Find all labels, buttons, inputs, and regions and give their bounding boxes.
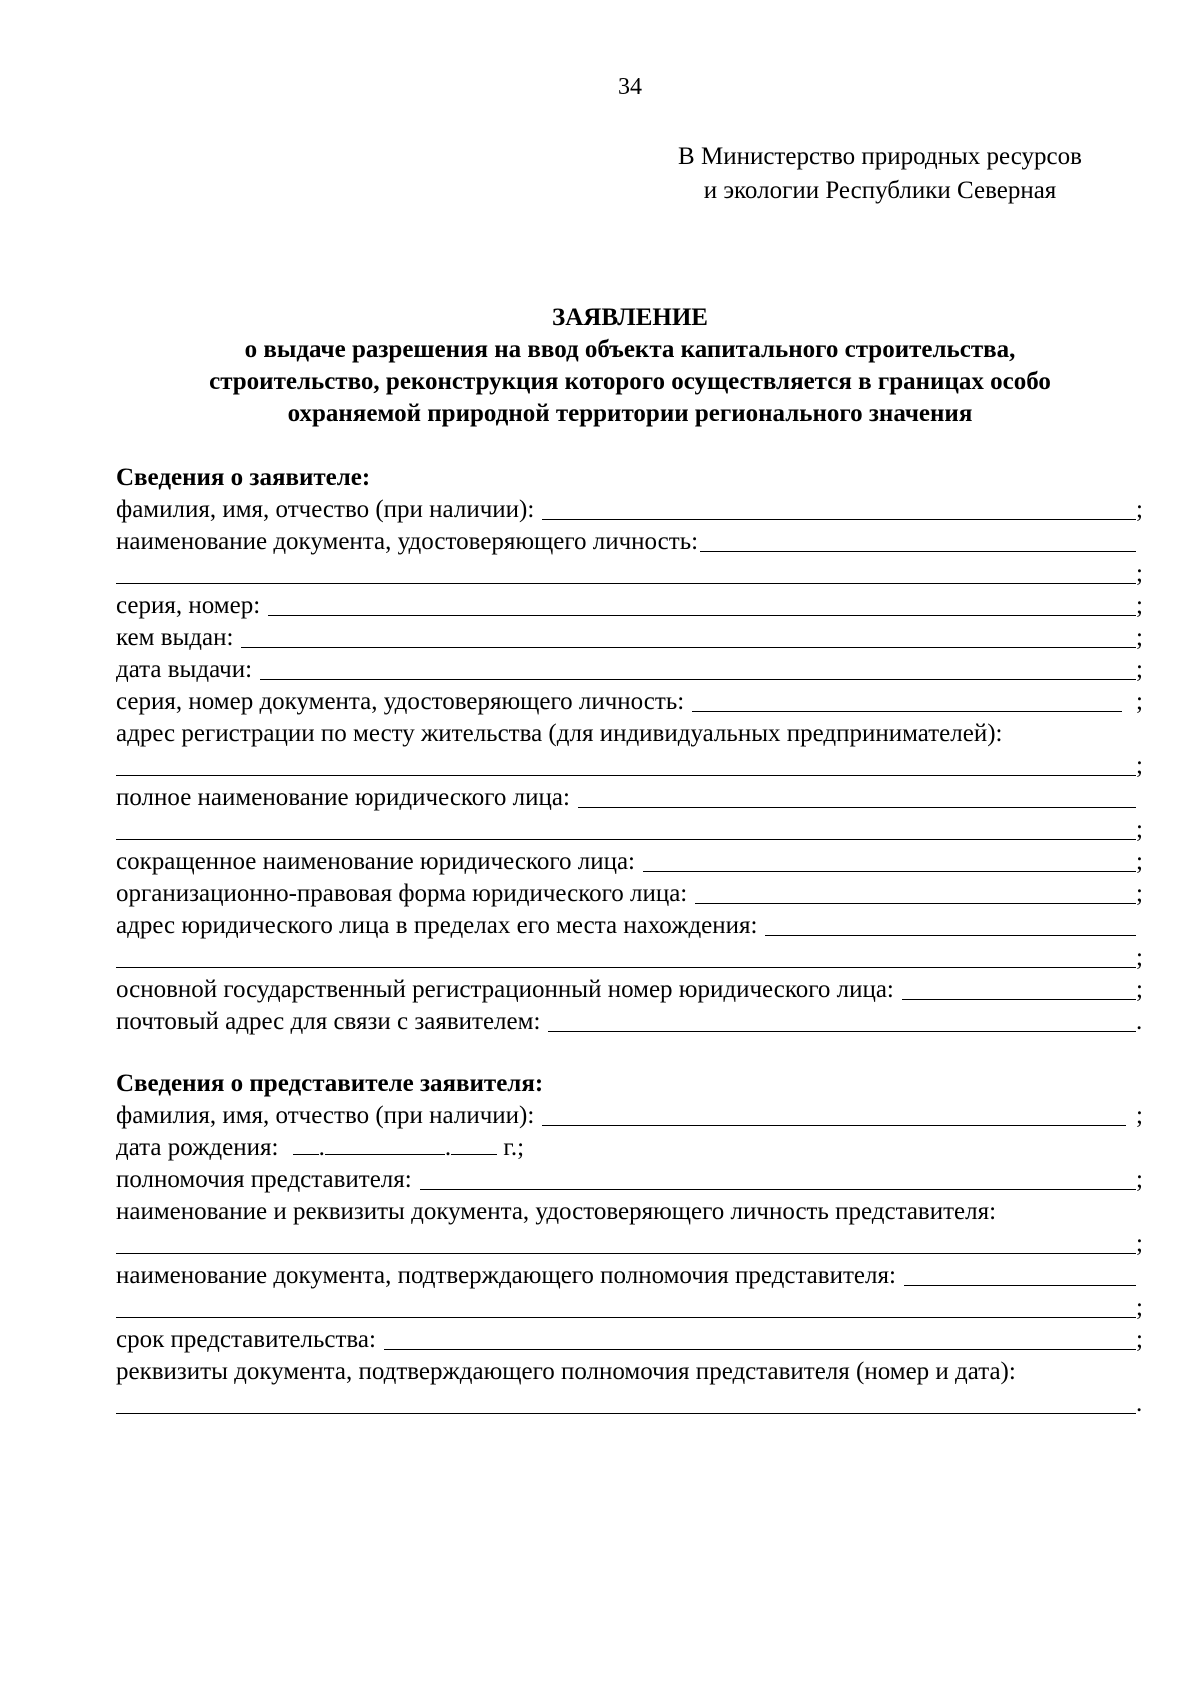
applicant-legal-address-row-2 xyxy=(116,942,1146,974)
applicant-postal-address-row xyxy=(116,1006,1146,1038)
applicant-legal-address-row xyxy=(116,910,1146,942)
title-line-3: охраняемой природной территории регионального значения xyxy=(287,400,973,427)
applicant-doc-name-row-2 xyxy=(116,558,1146,590)
applicant-full-name-field-2[interactable] xyxy=(116,817,1136,840)
rep-id-doc-field[interactable] xyxy=(116,1231,1136,1254)
semicolon: ; xyxy=(1136,976,1143,1003)
period: . xyxy=(1136,1008,1143,1035)
applicant-fio-row xyxy=(116,494,1146,526)
addressee-block xyxy=(620,140,1140,208)
rep-powers-doc-field-2[interactable] xyxy=(116,1295,1136,1318)
applicant-legal-address-field[interactable] xyxy=(765,913,1136,936)
applicant-reg-address-label: адрес регистрации по месту жительства (для индивидуальных предпринимателей): xyxy=(116,720,1003,747)
applicant-issue-date-field[interactable] xyxy=(260,657,1136,680)
applicant-series-number-field[interactable] xyxy=(268,593,1136,616)
applicant-ogrn-field[interactable] xyxy=(902,977,1136,1000)
semicolon: ; xyxy=(1136,944,1143,971)
semicolon: ; xyxy=(1136,1230,1143,1257)
semicolon: ; xyxy=(1136,624,1143,651)
applicant-short-name-label: сокращенное наименование юридического лица: xyxy=(116,848,635,875)
applicant-legal-form-row xyxy=(116,878,1146,910)
rep-fio-field[interactable] xyxy=(542,1103,1126,1126)
rep-powers-doc-details-row xyxy=(116,1356,1146,1388)
applicant-postal-address-field[interactable] xyxy=(548,1009,1136,1032)
semicolon: ; xyxy=(1136,848,1143,875)
title-line-1: о выдаче разрешения на ввод объекта капитального строительства, xyxy=(244,336,1016,363)
applicant-full-name-field[interactable] xyxy=(578,785,1136,808)
rep-birth-month-field[interactable] xyxy=(325,1132,445,1155)
applicant-doc-series-number-label: серия, номер документа, удостоверяющего личность: xyxy=(116,688,685,715)
rep-term-row xyxy=(116,1324,1146,1356)
rep-id-doc-row xyxy=(116,1196,1146,1228)
rep-powers-field[interactable] xyxy=(420,1167,1136,1190)
page-number: 34 xyxy=(618,74,642,100)
applicant-full-name-label: полное наименование юридического лица: xyxy=(116,784,570,811)
rep-fio-row xyxy=(116,1100,1146,1132)
applicant-issued-by-row xyxy=(116,622,1146,654)
semicolon: ; xyxy=(1136,688,1143,715)
applicant-reg-address-row xyxy=(116,718,1146,750)
applicant-issue-date-row xyxy=(116,654,1146,686)
applicant-legal-address-label: адрес юридического лица в пределах его места нахождения: xyxy=(116,912,758,939)
rep-powers-doc-details-label: реквизиты документа, подтверждающего полномочия представителя (номер и дата): xyxy=(116,1358,1016,1385)
applicant-series-number-label: серия, номер: xyxy=(116,592,261,619)
semicolon: ; xyxy=(1136,592,1143,619)
applicant-fio-label: фамилия, имя, отчество (при наличии): xyxy=(116,496,535,523)
applicant-ogrn-row xyxy=(116,974,1146,1006)
applicant-legal-form-label: организационно-правовая форма юридического лица: xyxy=(116,880,688,907)
applicant-doc-name-field-2[interactable] xyxy=(116,561,1136,584)
applicant-legal-form-field[interactable] xyxy=(695,881,1136,904)
title-line-2: строительство, реконструкция которого осуществляется в границах особо xyxy=(209,368,1051,395)
rep-powers-label: полномочия представителя: xyxy=(116,1166,412,1193)
applicant-full-name-row-2 xyxy=(116,814,1146,846)
applicant-legal-address-field-2[interactable] xyxy=(116,945,1136,968)
applicant-reg-address-field[interactable] xyxy=(116,753,1136,776)
representative-section-heading: Сведения о представителе заявителя: xyxy=(116,1070,544,1097)
rep-term-field[interactable] xyxy=(384,1327,1136,1350)
rep-powers-doc-row xyxy=(116,1260,1146,1292)
rep-id-doc-label: наименование и реквизиты документа, удостоверяющего личность представителя: xyxy=(116,1198,997,1225)
period: . xyxy=(1136,1390,1143,1417)
document-title xyxy=(110,302,1150,430)
semicolon: ; xyxy=(1136,560,1143,587)
rep-id-doc-row-2 xyxy=(116,1228,1146,1260)
rep-birth-date-label: дата рождения: xyxy=(116,1134,279,1161)
rep-birth-date-suffix: г.; xyxy=(503,1134,525,1161)
applicant-doc-name-label: наименование документа, удостоверяющего личность: xyxy=(116,528,699,555)
dot: . xyxy=(444,1134,452,1161)
rep-powers-doc-row-2 xyxy=(116,1292,1146,1324)
semicolon: ; xyxy=(1136,496,1143,523)
dot: . xyxy=(318,1134,325,1161)
semicolon: ; xyxy=(1136,816,1143,843)
semicolon: ; xyxy=(1136,1326,1143,1353)
applicant-issued-by-label: кем выдан: xyxy=(116,624,234,651)
rep-powers-doc-details-field[interactable] xyxy=(116,1391,1136,1414)
addressee-line-1: В Министерство природных ресурсов xyxy=(678,143,1082,170)
semicolon: ; xyxy=(1136,656,1143,683)
rep-fio-label: фамилия, имя, отчество (при наличии): xyxy=(116,1102,535,1129)
applicant-short-name-field[interactable] xyxy=(643,849,1136,872)
semicolon: ; xyxy=(1136,1102,1143,1129)
applicant-doc-name-field[interactable] xyxy=(700,529,1136,552)
applicant-series-number-row xyxy=(116,590,1146,622)
title-heading: ЗАЯВЛЕНИЕ xyxy=(552,304,708,331)
rep-term-label: срок представительства: xyxy=(116,1326,376,1353)
rep-powers-doc-details-row-2 xyxy=(116,1388,1146,1420)
addressee-line-2: и экологии Республики Северная xyxy=(703,177,1057,204)
applicant-doc-series-number-field[interactable] xyxy=(692,689,1122,712)
rep-powers-doc-label: наименование документа, подтверждающего полномочия представителя: xyxy=(116,1262,896,1289)
applicant-issue-date-label: дата выдачи: xyxy=(116,656,253,683)
applicant-issued-by-field[interactable] xyxy=(241,625,1136,648)
rep-birth-day-field[interactable] xyxy=(293,1132,319,1155)
applicant-short-name-row xyxy=(116,846,1146,878)
applicant-ogrn-label: основной государственный регистрационный номер юридического лица: xyxy=(116,976,894,1003)
semicolon: ; xyxy=(1136,752,1143,779)
semicolon: ; xyxy=(1136,880,1143,907)
applicant-postal-address-label: почтовый адрес для связи с заявителем: xyxy=(116,1008,541,1035)
applicant-section-heading: Сведения о заявителе: xyxy=(116,464,371,491)
rep-birth-year-field[interactable] xyxy=(451,1132,497,1155)
semicolon: ; xyxy=(1136,1166,1143,1193)
rep-powers-doc-field[interactable] xyxy=(904,1263,1136,1286)
semicolon: ; xyxy=(1136,1294,1143,1321)
rep-birth-date-row xyxy=(116,1132,1146,1164)
applicant-doc-name-row xyxy=(116,526,1146,558)
application-form xyxy=(116,462,1146,1420)
applicant-fio-field[interactable] xyxy=(542,497,1136,520)
applicant-full-name-row xyxy=(116,782,1146,814)
applicant-doc-series-number-row xyxy=(116,686,1146,718)
rep-powers-row xyxy=(116,1164,1146,1196)
applicant-reg-address-row-2 xyxy=(116,750,1146,782)
